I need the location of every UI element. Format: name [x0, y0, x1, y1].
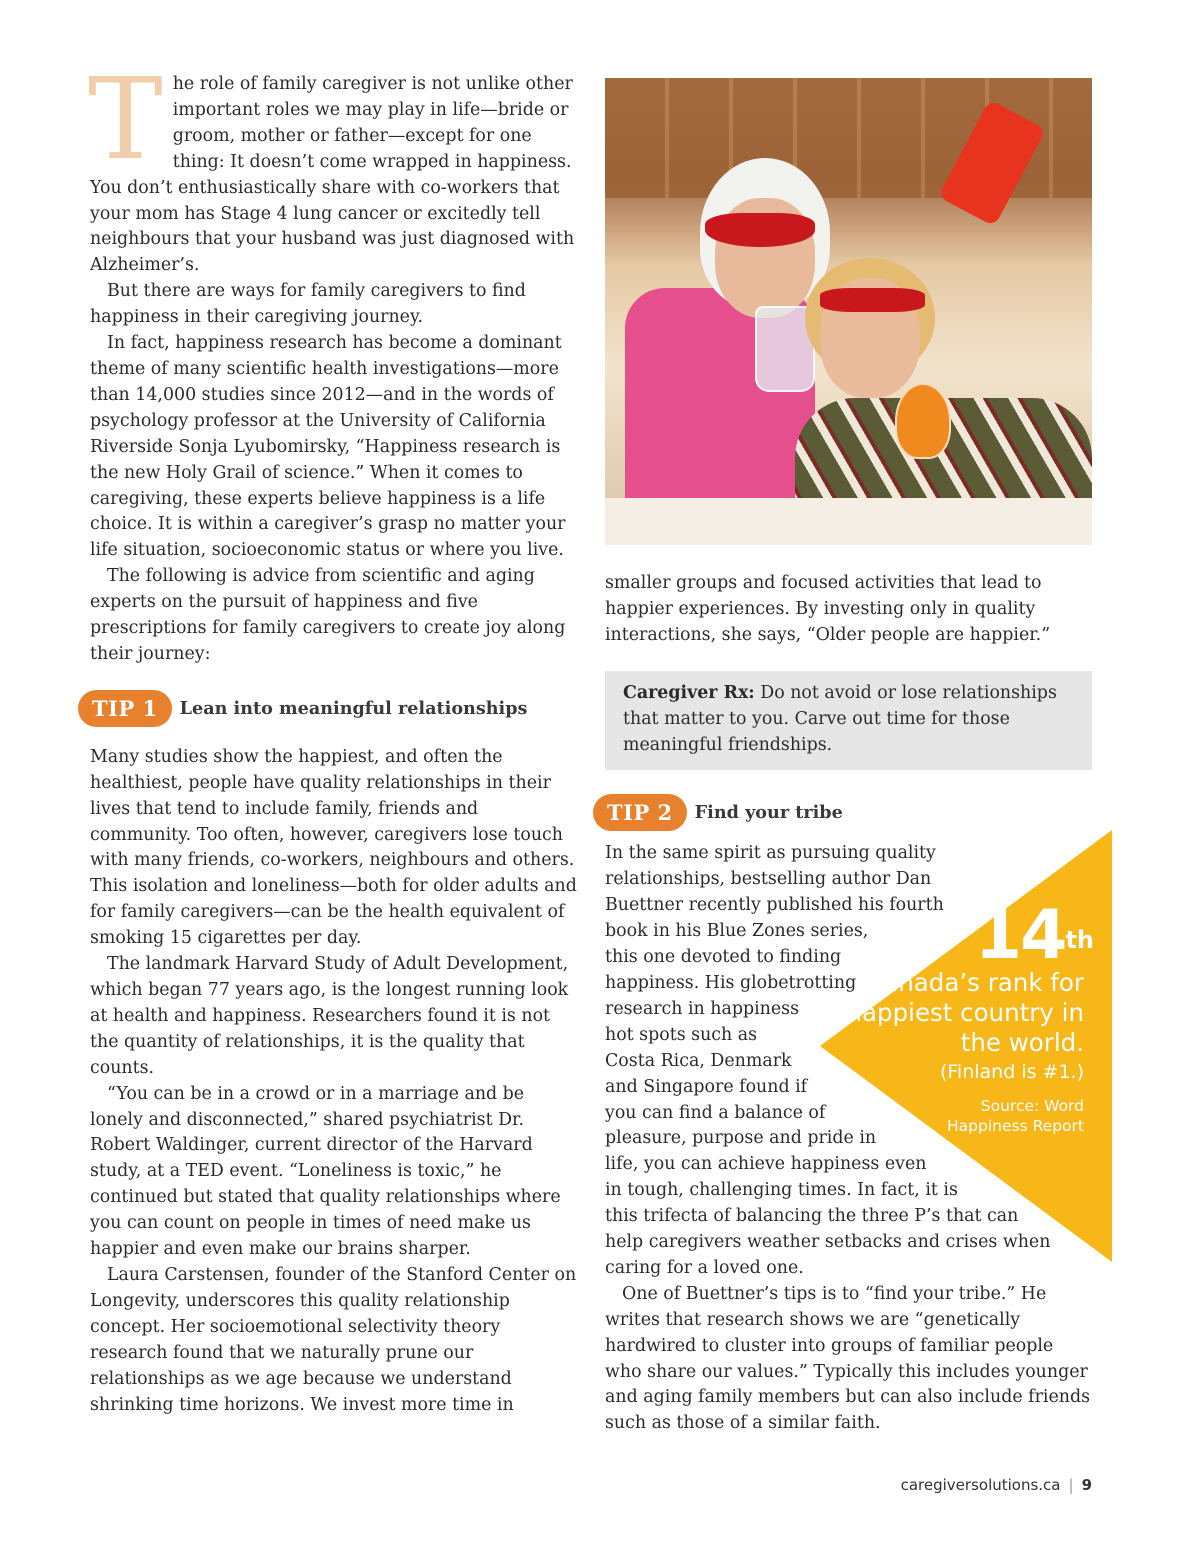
tip-1-paragraph-4: Laura Carstensen, founder of the Stanford Center on Longevity, underscores this quality relationship concept. Her socioemotional selectivity theory research found that we naturally prune our relationships as we age because we understand shrinking time horizons. We invest more time in: [90, 1264, 577, 1415]
rank-number: 14th: [974, 896, 1094, 975]
tip-1-paragraph-2: The landmark Harvard Study of Adult Development, which began 77 years ago, is the longest running look at health and happiness. Researchers found it is not the quantity of relationships, it is the quality that counts.: [90, 954, 569, 1078]
tip-1-heading: [78, 690, 580, 727]
tip-1-paragraph-3: “You can be in a crowd or in a marriage and be lonely and disconnected,” shared psychiatrist Dr. Robert Waldinger, current director of the Harvard study, at a TED event. “Loneliness is toxic,” he continued but stated that quality relationships where you can count on people in times of need make us happier and even make our brains sharper.: [90, 1083, 561, 1260]
tip-1-paragraph-1: Many studies show the happiest, and often the healthiest, people have quality relationships in their lives that tend to include family, friends and community. Too often, however, caregivers lose touch with many friends, co-workers, neighbours and others. This isolation and loneliness—both for older adults and for family caregivers—can be the health equivalent of smoking 15 cigarettes per day.: [90, 746, 577, 949]
tip-1-paragraph-5: smaller groups and focused activities that lead to happier experiences. By investing only in quality interactions, she says, “Older people are happier.”: [605, 573, 1051, 645]
tip-2-heading: [593, 794, 1092, 831]
tip-1-title: Lean into meaningful relationships: [179, 697, 528, 719]
selfie-photo: [605, 78, 1092, 545]
page-footer: [901, 1476, 1092, 1494]
tip-2-paragraph-1: In the same spirit as pursuing quality relationships, bestselling author Dan Buettner recently published his fourth book in his Blue Zones series, this one devoted to finding happiness. His globetrotting research in happiness hot spots such as Costa Rica, Denmark and Singapore found if you can find a balance of pleasure, purpose and pride in life, you can achieve happiness even in tough, challenging times. In fact, it is this trifecta of balancing the three P’s that can help caregivers weather setbacks and crises when caring for a loved one.: [605, 843, 1051, 1278]
intro-paragraph-4: The following is advice from scientific and aging experts on the pursuit of happiness and five prescriptions for family caregivers to create joy along their journey:: [90, 566, 566, 664]
intro-paragraph-1: [88, 55, 580, 279]
intro-paragraph-2: But there are ways for family caregivers to find happiness in their caregiving journey.: [90, 281, 526, 328]
stat-callout: [820, 830, 1112, 1262]
tip-1-badge: TIP 1: [78, 690, 172, 727]
drop-cap: T: [88, 55, 163, 185]
left-column: [88, 55, 580, 1418]
rank-source: Source: Word Happiness Report: [947, 1097, 1084, 1135]
intro-paragraph-1-text: he role of family caregiver is not unlike other important roles we may play in life—bride or groom, mother or father—except for one thing: It doesn’t come wrapped in happiness. You don’t enthusiastically share with co-workers that your mom has Stage 4 lung cancer or excitedly tell neighbours that your husband was just diagnosed with Alzheimer’s.: [90, 74, 575, 276]
rx-text: Do not avoid or lose relationships that matter to you. Carve out time for those meaningful friendships.: [623, 682, 1057, 755]
rank-note: (Finland is #1.): [939, 1061, 1084, 1083]
tip-2-paragraph-2: One of Buettner’s tips is to “find your tribe.” He writes that research shows we are “genetically hardwired to cluster into groups of familiar people who share our values.” Typically this includes younger and aging family members but can also include friends such as those of a similar faith.: [605, 1283, 1091, 1434]
intro-paragraph-3: In fact, happiness research has become a dominant theme of many scientific health investigations—more than 14,000 studies since 2012—and in the words of psychology professor at the University of California Riverside Sonja Lyubomirsky, “Happiness research is the new Holy Grail of science.” When it comes to caregiving, these experts believe happiness is a life choice. It is within a caregiver’s grasp no matter your life situation, socioeconomic status or where you live.: [90, 333, 566, 561]
tip-2-title: Find your tribe: [694, 802, 843, 824]
page-number: 9: [1081, 1476, 1092, 1494]
rx-label: Caregiver Rx:: [623, 682, 755, 703]
caregiver-rx-box: [605, 671, 1092, 771]
footer-separator: |: [1068, 1476, 1074, 1494]
footer-site: caregiversolutions.ca: [900, 1476, 1061, 1494]
rank-description: Canada’s rank for happiest country in the world.: [846, 968, 1084, 1057]
tip-2-badge: TIP 2: [593, 794, 687, 831]
